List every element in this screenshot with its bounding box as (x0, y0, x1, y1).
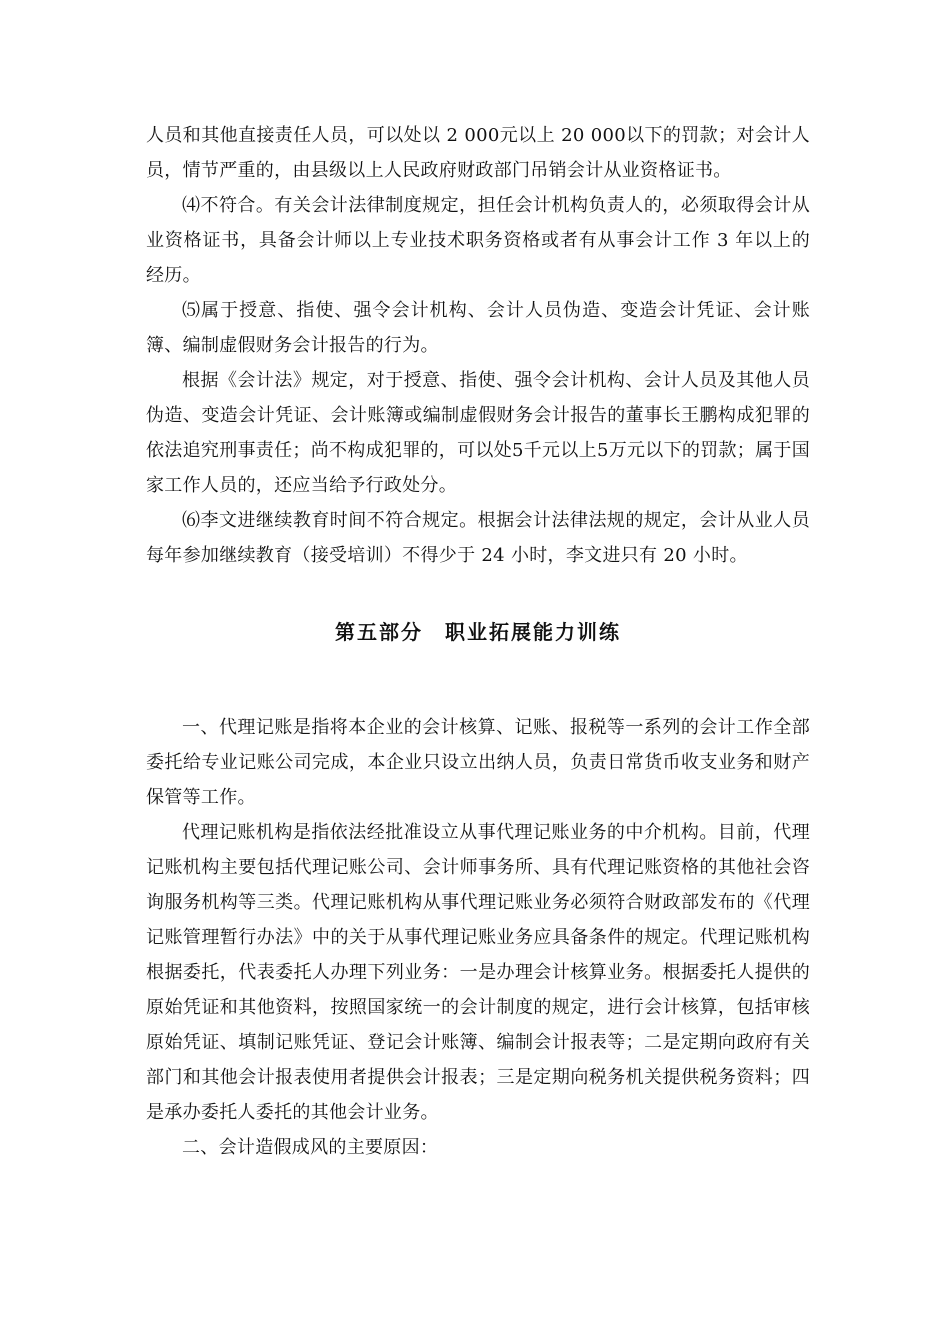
top-text-block (146, 118, 810, 573)
paragraph-accounting-law: 根据《会计法》规定，对于授意、指使、强令会计机构、会计人员及其他人员伪造、变造会计凭证、会计账簿或编制虚假财务会计报告的董事长王鹏构成犯罪的依法追究刑事责任；尚不构成犯罪的，可以处5千元以上5万元以下的罚款；属于国家工作人员的，还应当给予行政处分。 (146, 370, 811, 496)
paragraph-fraud-causes: 二、会计造假成风的主要原因： (182, 1137, 439, 1158)
section-heading: 第五部分 职业拓展能力训练 (335, 620, 621, 644)
bottom-text-block (146, 710, 810, 1165)
paragraph-agency-bookkeeping-definition: 一、代理记账是指将本企业的会计核算、记账、报税等一系列的会计工作全部委托给专业记账公司完成，本企业只设立出纳人员，负责日常货币收支业务和财产保管等工作。 (146, 717, 810, 808)
paragraph-agency-bookkeeping-institution: 代理记账机构是指依法经批准设立从事代理记账业务的中介机构。目前，代理记账机构主要包括代理记账公司、会计师事务所、具有代理记账资格的其他社会咨询服务机构等三类。代理记账机构从事代理记账业务必须符合财政部发布的《代理记账管理暂行办法》中的关于从事代理记账业务应具备条件的规定。代理记账机构根据委托，代表委托人办理下列业务：一是办理会计核算业务。根据委托人提供的原始凭证和其他资料，按照国家统一的会计制度的规定，进行会计核算，包括审核原始凭证、填制记账凭证、登记会计账簿、编制会计报表等；二是定期向政府有关部门和其他会计报表使用者提供会计报表；三是定期向税务机关提供税务资料；四是承办委托人委托的其他会计业务。 (146, 822, 810, 1123)
paragraph-item-4: ⑷不符合。有关会计法律制度规定，担任会计机构负责人的，必须取得会计从业资格证书，具备会计师以上专业技术职务资格或者有从事会计工作 3 年以上的经历。 (146, 195, 810, 286)
paragraph-item-6: ⑹李文进继续教育时间不符合规定。根据会计法律法规的规定，会计从业人员每年参加继续教育（接受培训）不得少于 24 小时，李文进只有 20 小时。 (146, 510, 810, 566)
paragraph-penalty-continuation: 人员和其他直接责任人员，可以处以 2 000元以上 20 000以下的罚款；对会计人员，情节严重的，由县级以上人民政府财政部门吊销会计从业资格证书。 (146, 125, 810, 181)
paragraph-item-5: ⑸属于授意、指使、强令会计机构、会计人员伪造、变造会计凭证、会计账簿、编制虚假财务会计报告的行为。 (146, 300, 810, 356)
